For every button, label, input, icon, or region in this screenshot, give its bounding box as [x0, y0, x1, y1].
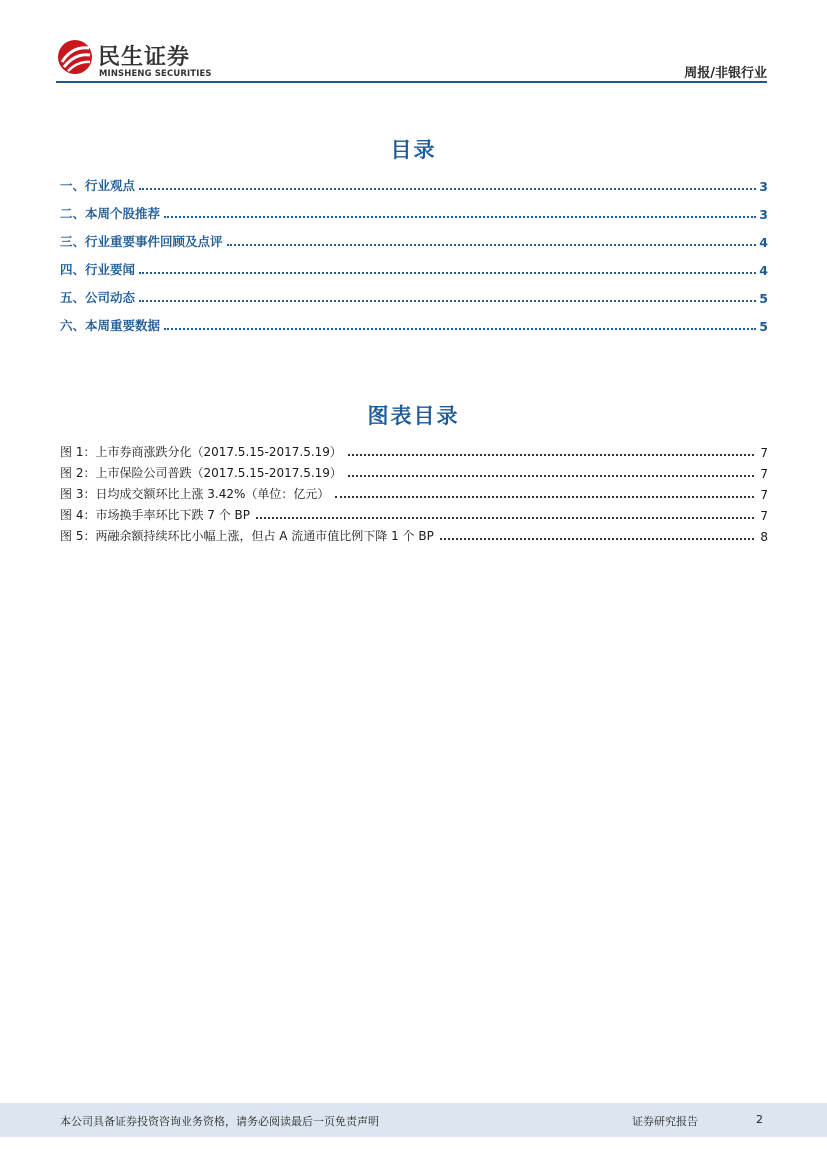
toc-item-page: 3 [759, 179, 768, 194]
figure-item-page: 7 [760, 488, 768, 502]
toc-item-page: 5 [759, 291, 768, 306]
toc-item-page: 5 [759, 319, 768, 334]
dot-leader [139, 271, 756, 274]
figure-item-label: 图 4：市场换手率环比下跌 7 个 BP [60, 508, 250, 522]
logo-chinese-name: 民生证券 [98, 45, 191, 70]
dot-leader [139, 299, 756, 302]
logo-english-name: MINSHENG SECURITIES [99, 68, 212, 78]
dot-leader [164, 327, 756, 330]
dot-leader [335, 495, 754, 498]
footer-disclaimer: 本公司具备证券投资咨询业务资格，请务必阅读最后一页免责声明 [60, 1115, 379, 1128]
figure-item-label: 图 5：两融余额持续环比小幅上涨，但占 A 流通市值比例下降 1 个 BP [60, 529, 434, 543]
figure-item-page: 7 [760, 467, 768, 481]
report-type: 周报/非银行业 [684, 66, 767, 81]
dot-leader [256, 516, 754, 519]
page-footer [0, 1103, 827, 1137]
figure-item-label: 图 2：上市保险公司普跌（2017.5.15-2017.5.19） [60, 466, 342, 480]
figures-title: 图表目录 [367, 404, 460, 428]
figure-item-page: 7 [760, 446, 768, 460]
toc-item-page: 3 [759, 207, 768, 222]
figure-item-page: 8 [760, 530, 768, 544]
dot-leader [348, 474, 754, 477]
toc-title: 目录 [390, 138, 437, 162]
toc-item[interactable] [60, 316, 768, 334]
toc-item-label: 一、行业观点 [60, 178, 136, 193]
figure-item-page: 7 [760, 509, 768, 523]
minsheng-logo-icon [56, 38, 94, 76]
dot-leader [348, 453, 754, 456]
figure-item[interactable] [60, 443, 768, 460]
toc-item[interactable] [60, 176, 768, 194]
dot-leader [139, 187, 756, 190]
toc-item-page: 4 [759, 235, 768, 250]
figure-item[interactable] [60, 527, 768, 544]
header-divider [56, 81, 767, 83]
toc-item-page: 4 [759, 263, 768, 278]
toc-item-label: 二、本周个股推荐 [60, 206, 161, 221]
dot-leader [227, 243, 757, 246]
toc-item-label: 四、行业要闻 [60, 262, 136, 277]
dot-leader [440, 537, 755, 540]
toc-item-label: 五、公司动态 [60, 290, 136, 305]
toc-item-label: 六、本周重要数据 [60, 318, 161, 333]
page-number: 2 [756, 1113, 763, 1126]
figure-item[interactable] [60, 485, 768, 502]
figure-item[interactable] [60, 506, 768, 523]
figure-item-label: 图 1：上市券商涨跌分化（2017.5.15-2017.5.19） [60, 445, 342, 459]
figure-item-label: 图 3：日均成交额环比上涨 3.42%（单位：亿元） [60, 487, 330, 501]
toc-item[interactable] [60, 204, 768, 222]
toc-item-label: 三、行业重要事件回顾及点评 [60, 234, 223, 249]
dot-leader [164, 215, 756, 218]
toc-item[interactable] [60, 260, 768, 278]
footer-doc-type: 证券研究报告 [632, 1115, 698, 1128]
toc-item[interactable] [60, 232, 768, 250]
toc-item[interactable] [60, 288, 768, 306]
page-header [56, 36, 767, 82]
figure-item[interactable] [60, 464, 768, 481]
